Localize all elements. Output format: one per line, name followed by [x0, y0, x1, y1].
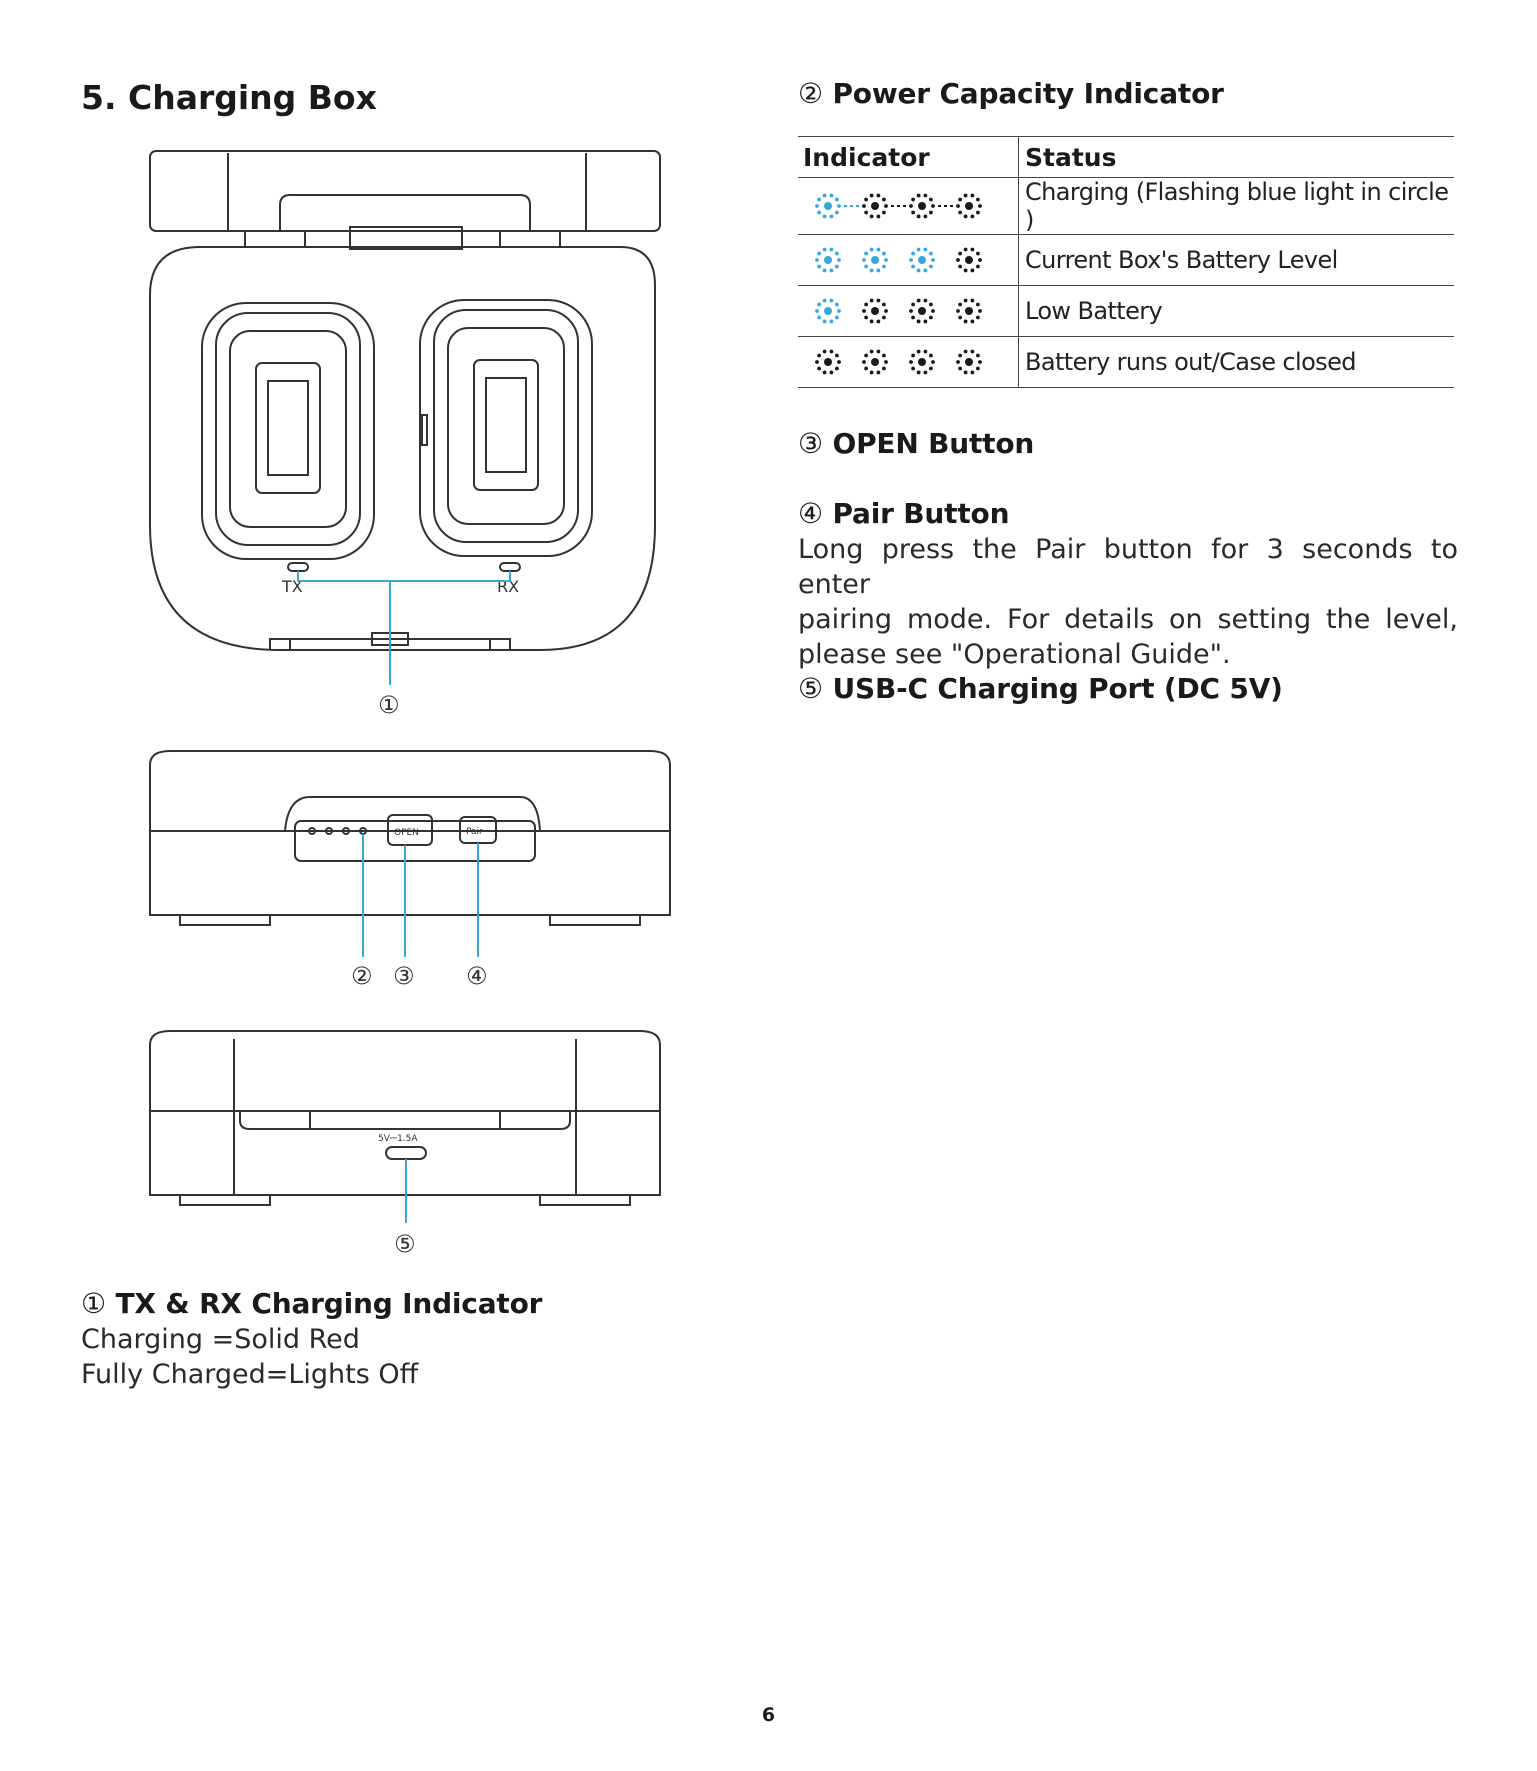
led-ring-dot [882, 303, 886, 307]
led-ring-dot [862, 309, 866, 313]
led-ring-dot [823, 215, 827, 219]
led-ring-dot [830, 350, 834, 354]
led-ring-dot [976, 354, 980, 358]
power-capacity-table [798, 136, 1454, 388]
open-label: OPEN [394, 828, 419, 838]
led-dot [918, 358, 926, 366]
led-dot [871, 358, 879, 366]
table-row [798, 286, 1454, 337]
led-dot [965, 256, 973, 264]
led-ring-dot [971, 215, 975, 219]
led-ring-dot [884, 360, 888, 364]
led-ring-dot [964, 320, 968, 324]
pair-button-section [798, 497, 1458, 672]
led-ring-dot [870, 194, 874, 198]
led-ring-dot [870, 371, 874, 375]
led-dot [824, 307, 832, 315]
charging-box-front-view [140, 745, 680, 995]
led-ring-dot [870, 299, 874, 303]
led-ring-dot [931, 204, 935, 208]
led-ring-dot [976, 303, 980, 307]
led-ring-dot [976, 198, 980, 202]
led-ring-dot [964, 269, 968, 273]
led-ring-dot [817, 354, 821, 358]
led-ring-dot [929, 367, 933, 371]
led-ring-dot [929, 211, 933, 215]
rx-label: RX [497, 577, 520, 596]
led-ring-dot [964, 350, 968, 354]
led-dot [871, 256, 879, 264]
led-ring-dot [931, 258, 935, 262]
led-ring-dot [976, 265, 980, 269]
charging-box-top-view [140, 145, 680, 730]
led-ring-dot [911, 303, 915, 307]
usb-heading-text: USB-C Charging Port (DC 5V) [832, 672, 1283, 705]
led-ring-dot [877, 269, 881, 273]
led-ring-dot [976, 367, 980, 371]
pair-button-heading-number: ④ [798, 497, 823, 530]
led-ring-dot [971, 269, 975, 273]
led-dot [871, 202, 879, 210]
led-ring-dot [835, 198, 839, 202]
led-ring-dot [971, 320, 975, 324]
led-ring-dot [917, 215, 921, 219]
led-ring-dot [971, 299, 975, 303]
led-ring-dot [817, 316, 821, 320]
led-ring-dot [978, 258, 982, 262]
status-cell: Low Battery [1019, 286, 1455, 337]
led-ring-dot [870, 320, 874, 324]
pair-label: Pair [466, 827, 483, 837]
led-ring-dot [924, 371, 928, 375]
led-ring-dot [917, 320, 921, 324]
led-ring-dot [964, 194, 968, 198]
led-ring-dot [924, 320, 928, 324]
led-dot [965, 358, 973, 366]
led-ring-dot [929, 354, 933, 358]
led-ring-dot [882, 198, 886, 202]
led-ring-dot [877, 248, 881, 252]
led-ring-dot [877, 320, 881, 324]
led-ring-dot [823, 320, 827, 324]
led-ring-dot [911, 367, 915, 371]
led-ring-dot [817, 198, 821, 202]
led-ring-dot [864, 252, 868, 256]
open-button-heading [798, 427, 1034, 460]
led-indicator-icon [812, 186, 1002, 226]
led-ring-dot [924, 299, 928, 303]
led-ring-dot [958, 367, 962, 371]
led-ring-dot [835, 252, 839, 256]
table-header-status: Status [1019, 137, 1455, 178]
pair-button-heading-text: Pair Button [832, 497, 1010, 530]
led-ring-dot [911, 354, 915, 358]
tx-rx-section [81, 1287, 542, 1392]
led-dot [918, 256, 926, 264]
led-ring-dot [884, 309, 888, 313]
led-ring-dot [877, 350, 881, 354]
table-header-indicator: Indicator [798, 137, 1019, 178]
led-ring-dot [817, 303, 821, 307]
tx-rx-heading-text: TX & RX Charging Indicator [115, 1287, 543, 1320]
led-ring-dot [958, 252, 962, 256]
led-ring-dot [931, 360, 935, 364]
led-ring-dot [864, 265, 868, 269]
led-ring-dot [929, 316, 933, 320]
led-ring-dot [830, 371, 834, 375]
led-ring-dot [884, 258, 888, 262]
led-ring-dot [837, 309, 841, 313]
led-dot [918, 307, 926, 315]
power-heading-text: Power Capacity Indicator [832, 77, 1224, 110]
led-ring-dot [917, 371, 921, 375]
led-ring-dot [815, 204, 819, 208]
usb-heading-number: ⑤ [798, 672, 823, 705]
led-ring-dot [835, 303, 839, 307]
led-ring-dot [924, 350, 928, 354]
led-ring-dot [823, 371, 827, 375]
led-ring-dot [917, 194, 921, 198]
led-dot [918, 202, 926, 210]
led-ring-dot [835, 316, 839, 320]
led-ring-dot [911, 265, 915, 269]
led-ring-dot [971, 350, 975, 354]
page-number: 6 [761, 1704, 776, 1726]
led-ring-dot [837, 258, 841, 262]
led-ring-dot [958, 211, 962, 215]
tx-rx-line-1: Charging =Solid Red [81, 1324, 360, 1355]
led-ring-dot [862, 360, 866, 364]
power-heading [798, 77, 1224, 110]
led-ring-dot [830, 248, 834, 252]
led-ring-dot [909, 360, 913, 364]
table-row [798, 337, 1454, 388]
led-ring-dot [870, 269, 874, 273]
led-ring-dot [835, 367, 839, 371]
led-ring-dot [882, 354, 886, 358]
led-ring-dot [823, 194, 827, 198]
led-ring-dot [924, 215, 928, 219]
led-dot [871, 307, 879, 315]
led-ring-dot [924, 248, 928, 252]
led-ring-dot [830, 194, 834, 198]
led-ring-dot [823, 269, 827, 273]
led-dot [824, 202, 832, 210]
led-ring-dot [929, 303, 933, 307]
led-ring-dot [931, 309, 935, 313]
led-dot [824, 358, 832, 366]
led-ring-dot [964, 299, 968, 303]
tx-rx-line-2: Fully Charged=Lights Off [81, 1359, 419, 1390]
led-ring-dot [929, 198, 933, 202]
callout-3: ③ [393, 962, 415, 990]
led-ring-dot [917, 269, 921, 273]
led-ring-dot [909, 258, 913, 262]
led-dot [824, 256, 832, 264]
led-ring-dot [830, 299, 834, 303]
led-ring-dot [911, 316, 915, 320]
led-ring-dot [823, 248, 827, 252]
led-ring-dot [864, 198, 868, 202]
led-ring-dot [971, 194, 975, 198]
led-ring-dot [817, 367, 821, 371]
led-ring-dot [864, 354, 868, 358]
led-ring-dot [909, 204, 913, 208]
pair-button-line-3: please see "Operational Guide". [798, 639, 1231, 670]
open-button-heading-text: OPEN Button [832, 427, 1035, 460]
led-ring-dot [924, 269, 928, 273]
led-ring-dot [817, 211, 821, 215]
led-ring-dot [862, 204, 866, 208]
led-indicator-icon [812, 291, 1002, 331]
led-ring-dot [956, 360, 960, 364]
pair-button-line-1: Long press the Pair button for 3 seconds to enter [798, 534, 1458, 600]
led-ring-dot [911, 198, 915, 202]
led-ring-dot [864, 316, 868, 320]
led-ring-dot [976, 252, 980, 256]
led-ring-dot [823, 299, 827, 303]
led-dot [965, 307, 973, 315]
led-ring-dot [835, 211, 839, 215]
table-row [798, 178, 1454, 235]
led-ring-dot [830, 269, 834, 273]
led-ring-dot [882, 252, 886, 256]
tx-rx-heading [81, 1287, 542, 1320]
led-ring-dot [976, 316, 980, 320]
led-ring-dot [870, 215, 874, 219]
table-header-row [798, 137, 1454, 178]
led-ring-dot [978, 360, 982, 364]
callout-4: ④ [466, 962, 488, 990]
led-ring-dot [971, 248, 975, 252]
led-ring-dot [964, 371, 968, 375]
led-ring-dot [877, 215, 881, 219]
charging-box-back-view [140, 1025, 680, 1265]
led-ring-dot [884, 204, 888, 208]
led-ring-dot [835, 354, 839, 358]
usb-heading [798, 672, 1283, 705]
led-ring-dot [823, 350, 827, 354]
led-ring-dot [882, 367, 886, 371]
led-ring-dot [911, 252, 915, 256]
led-dot [965, 202, 973, 210]
tx-label: TX [282, 577, 303, 596]
led-ring-dot [929, 252, 933, 256]
led-ring-dot [877, 194, 881, 198]
led-ring-dot [929, 265, 933, 269]
section-title: 5. Charging Box [81, 78, 377, 117]
led-ring-dot [815, 360, 819, 364]
led-ring-dot [864, 367, 868, 371]
callout-1: ① [378, 691, 400, 719]
open-button-heading-number: ③ [798, 427, 823, 460]
led-ring-dot [835, 265, 839, 269]
table-row [798, 235, 1454, 286]
led-ring-dot [817, 252, 821, 256]
led-ring-dot [978, 204, 982, 208]
led-ring-dot [882, 265, 886, 269]
led-ring-dot [917, 299, 921, 303]
led-ring-dot [862, 258, 866, 262]
led-ring-dot [956, 309, 960, 313]
led-ring-dot [958, 265, 962, 269]
led-ring-dot [909, 309, 913, 313]
led-ring-dot [870, 350, 874, 354]
led-ring-dot [978, 309, 982, 313]
led-ring-dot [837, 204, 841, 208]
callout-5: ⑤ [394, 1230, 416, 1258]
status-cell: Current Box's Battery Level [1019, 235, 1455, 286]
led-ring-dot [837, 360, 841, 364]
pair-button-line-2: pairing mode. For details on setting the level, [798, 604, 1458, 635]
led-ring-dot [924, 194, 928, 198]
led-ring-dot [958, 303, 962, 307]
led-ring-dot [911, 211, 915, 215]
led-ring-dot [830, 320, 834, 324]
led-ring-dot [877, 371, 881, 375]
tx-rx-heading-number: ① [81, 1287, 106, 1320]
led-ring-dot [870, 248, 874, 252]
led-ring-dot [882, 211, 886, 215]
led-ring-dot [976, 211, 980, 215]
led-ring-dot [877, 299, 881, 303]
led-ring-dot [958, 316, 962, 320]
led-ring-dot [882, 316, 886, 320]
led-ring-dot [864, 211, 868, 215]
led-ring-dot [958, 198, 962, 202]
led-ring-dot [864, 303, 868, 307]
led-ring-dot [817, 265, 821, 269]
callout-2: ② [351, 962, 373, 990]
led-indicator-icon [812, 240, 1002, 280]
status-cell: Charging (Flashing blue light in circle ) [1019, 178, 1455, 235]
led-ring-dot [917, 350, 921, 354]
led-ring-dot [971, 371, 975, 375]
led-indicator-icon [812, 342, 1002, 382]
led-ring-dot [958, 354, 962, 358]
led-ring-dot [917, 248, 921, 252]
power-heading-number: ② [798, 77, 823, 110]
led-ring-dot [964, 248, 968, 252]
led-ring-dot [815, 309, 819, 313]
port-label: 5V⎓1.5A [378, 1134, 418, 1144]
led-ring-dot [964, 215, 968, 219]
led-ring-dot [815, 258, 819, 262]
led-ring-dot [956, 204, 960, 208]
status-cell: Battery runs out/Case closed [1019, 337, 1455, 388]
led-ring-dot [830, 215, 834, 219]
pair-button-heading [798, 497, 1458, 530]
led-ring-dot [956, 258, 960, 262]
